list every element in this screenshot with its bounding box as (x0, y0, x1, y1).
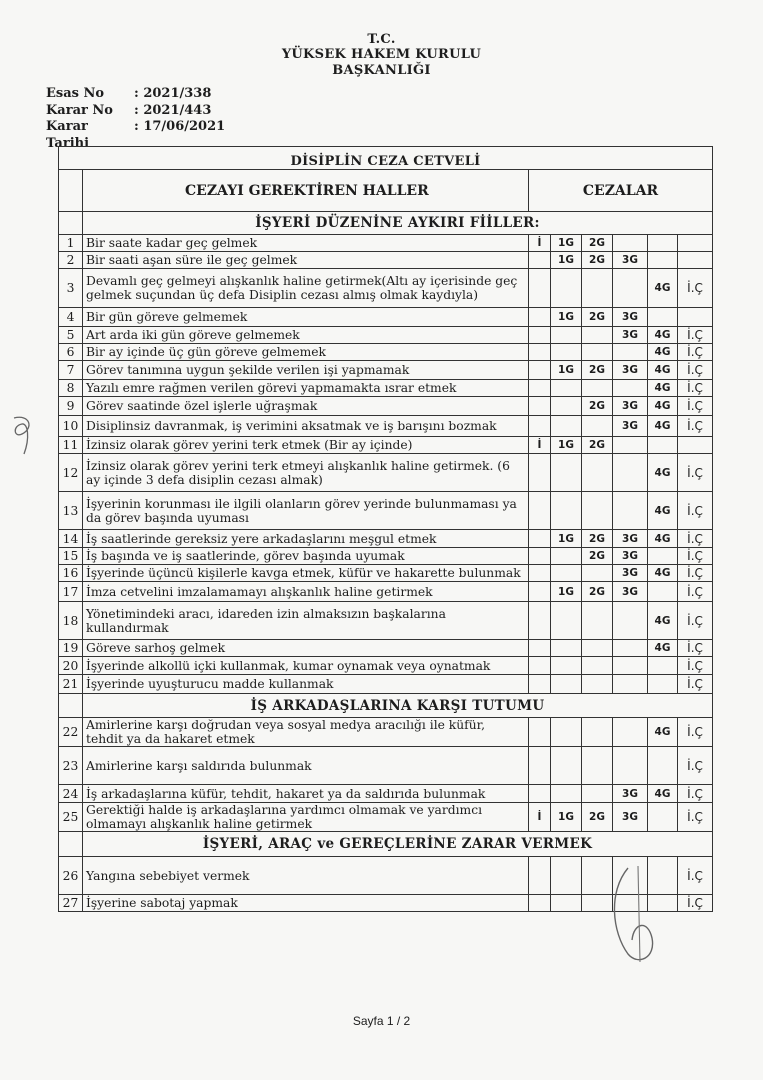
table-row (59, 252, 713, 269)
row-number: 10 (59, 416, 83, 437)
penalty-cell (678, 235, 713, 252)
signature-mark (598, 862, 668, 972)
penalty-cell (613, 454, 648, 492)
penalty-cell: 3G (613, 361, 648, 380)
row-number: 9 (59, 397, 83, 416)
offense-description: İş arkadaşlarına küfür, tehdit, hakaret ya da saldırıda bulunmak (83, 785, 529, 803)
row-number: 4 (59, 308, 83, 327)
penalty-cell (529, 857, 551, 895)
penalty-cell (582, 747, 613, 785)
penalty-cell (648, 747, 678, 785)
penalty-cell (551, 492, 582, 530)
penalty-cell (551, 895, 582, 912)
penalty-cell: 4G (648, 397, 678, 416)
penalty-cell (551, 565, 582, 582)
row-number: 18 (59, 602, 83, 640)
penalty-cell (613, 640, 648, 657)
penalty-cell: 4G (648, 327, 678, 344)
penalty-cell: İ.Ç (678, 640, 713, 657)
penalty-cell (648, 437, 678, 454)
penalty-cell (582, 675, 613, 694)
penalty-cell (551, 327, 582, 344)
header-department: BAŞKANLIĞI (332, 63, 431, 78)
penalty-cell: 4G (648, 454, 678, 492)
penalty-cell: 1G (551, 235, 582, 252)
penalty-cell: 2G (582, 252, 613, 269)
penalty-cell: 4G (648, 269, 678, 308)
table-row (59, 380, 713, 397)
penalty-cell: 3G (613, 565, 648, 582)
penalty-cell: İ.Ç (678, 785, 713, 803)
offense-description: İş saatlerinde gereksiz yere arkadaşlarını meşgul etmek (83, 530, 529, 548)
penalty-cell: 3G (613, 327, 648, 344)
penalty-cell: İ.Ç (678, 344, 713, 361)
meta-karar-row (46, 103, 225, 120)
penalty-cell: 2G (582, 437, 613, 454)
table-row (59, 675, 713, 694)
penalty-cell: 1G (551, 308, 582, 327)
row-number: 21 (59, 675, 83, 694)
table-row (59, 582, 713, 602)
offense-description: Bir saate kadar geç gelmek (83, 235, 529, 252)
offense-description: İzinsiz olarak görev yerini terk etmek (Bir ay içinde) (83, 437, 529, 454)
penalty-cell (529, 344, 551, 361)
penalty-cell (529, 675, 551, 694)
penalty-cell: İ.Ç (678, 416, 713, 437)
penalty-cell: 4G (648, 530, 678, 548)
penalty-cell (551, 397, 582, 416)
penalty-cell (613, 602, 648, 640)
offense-description: Amirlerine karşı doğrudan veya sosyal medya aracılığı ile küfür, tehdit ya da hakaret etmek (83, 718, 529, 747)
offense-description: Amirlerine karşı saldırıda bulunmak (83, 747, 529, 785)
penalty-cell (613, 492, 648, 530)
offense-description: Görev tanımına uygun şekilde verilen işi yapmamak (83, 361, 529, 380)
penalty-cell (529, 454, 551, 492)
offense-description: İşyerinin korunması ile ilgili olanların görev yerinde bulunmaması ya da görev başında uyuması (83, 492, 529, 530)
table-row (59, 548, 713, 565)
penalty-cell (648, 235, 678, 252)
case-meta (46, 86, 225, 152)
penalty-cell (551, 675, 582, 694)
penalty-cell (582, 492, 613, 530)
penalty-cell: 2G (582, 803, 613, 832)
penalty-cell: İ.Ç (678, 454, 713, 492)
column-header-penalties: CEZALAR (529, 170, 713, 212)
penalty-cell (529, 269, 551, 308)
section-blank-cell (59, 694, 83, 718)
penalty-cell (582, 454, 613, 492)
penalty-cell (582, 269, 613, 308)
penalty-cell (582, 327, 613, 344)
penalty-cell: 4G (648, 492, 678, 530)
header-institution: YÜKSEK HAKEM KURULU (281, 47, 482, 62)
penalty-cell: 4G (648, 785, 678, 803)
row-number: 26 (59, 857, 83, 895)
penalty-cell (582, 344, 613, 361)
discipline-penalty-table (58, 146, 713, 912)
penalty-cell: 2G (582, 530, 613, 548)
penalty-cell (529, 530, 551, 548)
penalty-cell: İ.Ç (678, 492, 713, 530)
penalty-cell (613, 718, 648, 747)
penalty-cell: İ.Ç (678, 530, 713, 548)
penalty-cell: 3G (613, 548, 648, 565)
row-number: 19 (59, 640, 83, 657)
penalty-cell (613, 380, 648, 397)
penalty-cell (529, 657, 551, 675)
penalty-cell (551, 380, 582, 397)
penalty-cell (529, 327, 551, 344)
penalty-cell (551, 747, 582, 785)
meta-value: : 2021/443 (134, 102, 212, 118)
table-row (59, 327, 713, 344)
penalty-cell (613, 235, 648, 252)
offense-description: Yönetimindeki aracı, idareden izin almaksızın başkalarına kullandırmak (83, 602, 529, 640)
margin-handwritten-mark (8, 414, 44, 458)
penalty-cell: 4G (648, 602, 678, 640)
penalty-cell: 1G (551, 361, 582, 380)
section-heading: İŞYERİ DÜZENİNE AYKIRI FİİLLER: (83, 212, 713, 235)
header-tc: T.C. (367, 32, 396, 47)
penalty-cell: İ.Ç (678, 895, 713, 912)
penalty-cell: 2G (582, 582, 613, 602)
penalty-cell (582, 640, 613, 657)
meta-esas-row (46, 86, 225, 103)
penalty-cell: İ.Ç (678, 803, 713, 832)
penalty-cell: İ.Ç (678, 269, 713, 308)
section-blank-cell (59, 212, 83, 235)
table-row (59, 416, 713, 437)
penalty-cell: 3G (613, 785, 648, 803)
penalty-cell: 2G (582, 361, 613, 380)
penalty-cell: 3G (613, 803, 648, 832)
penalty-cell (648, 803, 678, 832)
row-number: 24 (59, 785, 83, 803)
penalty-cell (551, 269, 582, 308)
penalty-cell: 4G (648, 361, 678, 380)
table-row (59, 657, 713, 675)
row-number: 20 (59, 657, 83, 675)
penalty-cell: 4G (648, 565, 678, 582)
penalty-cell (529, 565, 551, 582)
penalty-cell: 4G (648, 380, 678, 397)
offense-description: İzinsiz olarak görev yerini terk etmeyi alışkanlık haline getirmek. (6 ay içinde 3 defa disiplin cezası almak) (83, 454, 529, 492)
table-row (59, 397, 713, 416)
table-title: DİSİPLİN CEZA CETVELİ (59, 147, 713, 170)
row-number: 11 (59, 437, 83, 454)
penalty-cell: İ.Ç (678, 380, 713, 397)
penalty-cell: 3G (613, 416, 648, 437)
meta-value: : 2021/338 (134, 86, 212, 101)
table-row (59, 437, 713, 454)
table-row (59, 803, 713, 832)
row-number: 12 (59, 454, 83, 492)
penalty-cell (678, 252, 713, 269)
penalty-cell (582, 416, 613, 437)
penalty-cell (648, 548, 678, 565)
penalty-cell: İ.Ç (678, 718, 713, 747)
penalty-cell: İ (529, 803, 551, 832)
table-row (59, 344, 713, 361)
row-number: 16 (59, 565, 83, 582)
table-row (59, 640, 713, 657)
table-row (59, 565, 713, 582)
penalty-cell (613, 269, 648, 308)
penalty-cell (648, 582, 678, 602)
row-number: 8 (59, 380, 83, 397)
penalty-cell (551, 785, 582, 803)
penalty-cell: 1G (551, 252, 582, 269)
table-row (59, 602, 713, 640)
penalty-cell (529, 582, 551, 602)
penalty-cell (529, 895, 551, 912)
offense-description: Devamlı geç gelmeyi alışkanlık haline getirmek(Altı ay içerisinde geç gelmek suçundan üç defa Disiplin cezası almış olmak kaydıyla) (83, 269, 529, 308)
penalty-cell (529, 397, 551, 416)
penalty-cell (529, 602, 551, 640)
penalty-cell: İ.Ç (678, 657, 713, 675)
meta-label: Karar No (46, 102, 113, 118)
penalty-cell (551, 718, 582, 747)
offense-description: Bir gün göreve gelmemek (83, 308, 529, 327)
penalty-cell: İ.Ç (678, 582, 713, 602)
penalty-cell (613, 437, 648, 454)
penalty-cell: 3G (613, 530, 648, 548)
section-row (59, 212, 713, 235)
penalty-cell (529, 308, 551, 327)
penalty-cell: 1G (551, 803, 582, 832)
offense-description: Bir saati aşan süre ile geç gelmek (83, 252, 529, 269)
offense-description: İşyerine sabotaj yapmak (83, 895, 529, 912)
row-number: 15 (59, 548, 83, 565)
penalty-cell (613, 657, 648, 675)
penalty-cell: 3G (613, 252, 648, 269)
offense-description: Bir ay içinde üç gün göreve gelmemek (83, 344, 529, 361)
table-row (59, 785, 713, 803)
penalty-cell (551, 344, 582, 361)
penalty-cell (529, 548, 551, 565)
penalty-cell (582, 565, 613, 582)
penalty-cell (551, 857, 582, 895)
penalty-cell (529, 492, 551, 530)
offense-description: Disiplinsiz davranmak, iş verimini aksatmak ve iş barışını bozmak (83, 416, 529, 437)
offense-description: İşyerinde alkollü içki kullanmak, kumar oynamak veya oynatmak (83, 657, 529, 675)
row-number: 1 (59, 235, 83, 252)
penalty-cell (551, 454, 582, 492)
offense-description: Yazılı emre rağmen verilen görevi yapmamakta ısrar etmek (83, 380, 529, 397)
penalty-cell (648, 252, 678, 269)
row-number: 13 (59, 492, 83, 530)
penalty-cell: İ.Ç (678, 397, 713, 416)
penalty-cell: İ.Ç (678, 361, 713, 380)
penalty-cell: 4G (648, 640, 678, 657)
penalty-cell: İ.Ç (678, 548, 713, 565)
penalty-cell: 4G (648, 416, 678, 437)
table-row (59, 235, 713, 252)
row-number: 5 (59, 327, 83, 344)
penalty-cell (582, 785, 613, 803)
row-number: 25 (59, 803, 83, 832)
penalty-cell (529, 416, 551, 437)
penalty-cell (529, 718, 551, 747)
penalty-cell: İ.Ç (678, 857, 713, 895)
section-heading: İŞ ARKADAŞLARINA KARŞI TUTUMU (83, 694, 713, 718)
table-row (59, 454, 713, 492)
table-row (59, 530, 713, 548)
penalty-cell (648, 657, 678, 675)
table-row (59, 269, 713, 308)
offense-description: Göreve sarhoş gelmek (83, 640, 529, 657)
row-number: 3 (59, 269, 83, 308)
penalty-cell (613, 344, 648, 361)
penalty-cell: 3G (613, 582, 648, 602)
offense-description: İşyerinde üçüncü kişilerle kavga etmek, küfür ve hakarette bulunmak (83, 565, 529, 582)
penalty-cell (551, 548, 582, 565)
offense-description: Görev saatinde özel işlerle uğraşmak (83, 397, 529, 416)
penalty-cell (648, 308, 678, 327)
penalty-cell: 2G (582, 548, 613, 565)
penalty-cell: 2G (582, 308, 613, 327)
penalty-cell (678, 437, 713, 454)
penalty-cell: 4G (648, 718, 678, 747)
penalty-cell (678, 308, 713, 327)
penalty-cell: 1G (551, 530, 582, 548)
penalty-cell: İ.Ç (678, 602, 713, 640)
row-number: 17 (59, 582, 83, 602)
penalty-cell (551, 416, 582, 437)
offense-description: Gerektiği halde iş arkadaşlarına yardımcı olmamak ve yardımcı olmamayı alışkanlık haline getirmek (83, 803, 529, 832)
penalty-cell: 3G (613, 308, 648, 327)
penalty-cell (551, 602, 582, 640)
penalty-cell (551, 657, 582, 675)
offense-description: İşyerinde uyuşturucu madde kullanmak (83, 675, 529, 694)
penalty-cell: İ.Ç (678, 327, 713, 344)
row-number: 27 (59, 895, 83, 912)
row-number: 7 (59, 361, 83, 380)
penalty-cell (529, 380, 551, 397)
row-number: 22 (59, 718, 83, 747)
penalty-cell: İ (529, 437, 551, 454)
penalty-cell: İ.Ç (678, 675, 713, 694)
penalty-cell (582, 657, 613, 675)
meta-label: Esas No (46, 86, 105, 101)
meta-value: : 17/06/2021 (134, 119, 226, 134)
penalty-cell (551, 640, 582, 657)
penalty-cell: 2G (582, 397, 613, 416)
offense-description: Yangına sebebiyet vermek (83, 857, 529, 895)
table-row (59, 308, 713, 327)
penalty-cell (582, 380, 613, 397)
section-blank-cell (59, 832, 83, 857)
meta-label: Karar Tarihi (46, 119, 90, 151)
section-row (59, 832, 713, 857)
penalty-cell: İ.Ç (678, 747, 713, 785)
penalty-cell (529, 747, 551, 785)
penalty-cell: 3G (613, 397, 648, 416)
section-row (59, 694, 713, 718)
penalty-cell (613, 747, 648, 785)
penalty-cell (582, 718, 613, 747)
penalty-cell (529, 640, 551, 657)
penalty-cell: İ (529, 235, 551, 252)
penalty-cell: 1G (551, 437, 582, 454)
table-row (59, 361, 713, 380)
penalty-cell (648, 675, 678, 694)
offense-description: Art arda iki gün göreve gelmemek (83, 327, 529, 344)
row-number: 6 (59, 344, 83, 361)
penalty-cell (613, 675, 648, 694)
penalty-cell (582, 602, 613, 640)
table-row (59, 492, 713, 530)
row-number: 23 (59, 747, 83, 785)
penalty-cell (529, 252, 551, 269)
column-header-offenses: CEZAYI GEREKTİREN HALLER (83, 170, 529, 212)
penalty-cell: İ.Ç (678, 565, 713, 582)
section-heading: İŞYERİ, ARAÇ ve GEREÇLERİNE ZARAR VERMEK (83, 832, 713, 857)
penalty-cell (529, 785, 551, 803)
header-blank-cell (59, 170, 83, 212)
table-row (59, 747, 713, 785)
table-row (59, 718, 713, 747)
page-number: Sayfa 1 / 2 (352, 1014, 411, 1028)
row-number: 2 (59, 252, 83, 269)
offense-description: İş başında ve iş saatlerinde, görev başında uyumak (83, 548, 529, 565)
penalty-cell: 2G (582, 235, 613, 252)
offense-description: İmza cetvelini imzalamamayı alışkanlık haline getirmek (83, 582, 529, 602)
row-number: 14 (59, 530, 83, 548)
penalty-cell (529, 361, 551, 380)
penalty-cell: 4G (648, 344, 678, 361)
penalty-cell: 1G (551, 582, 582, 602)
